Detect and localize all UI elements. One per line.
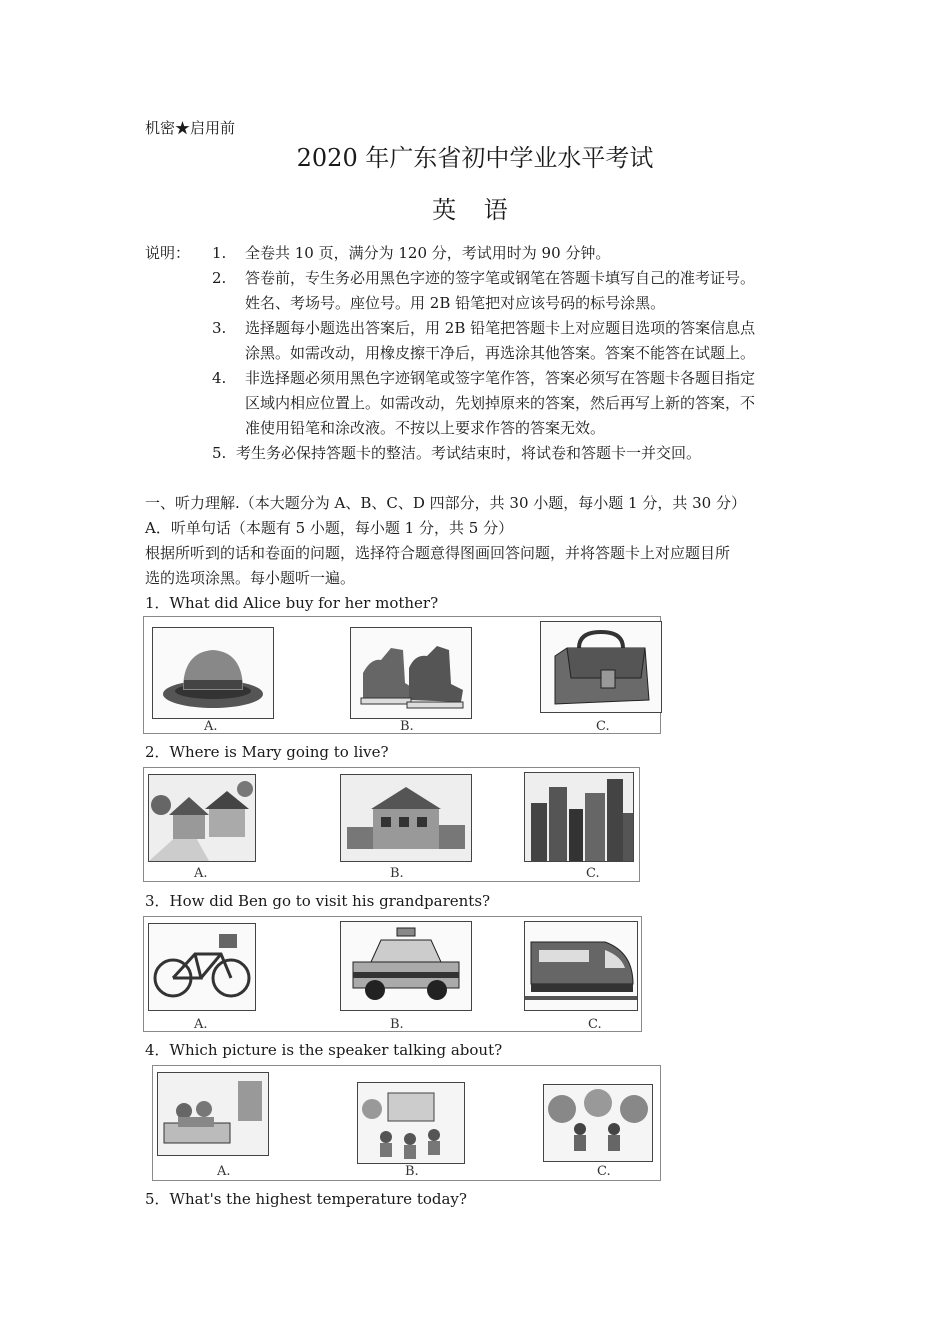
bedroom-scene-icon[interactable] [157,1072,269,1156]
bicycle-icon[interactable] [148,923,256,1011]
instruction-number: 3. [212,319,227,337]
option-letter: C. [597,1164,611,1179]
school-scene-icon[interactable] [357,1082,465,1164]
option-letter: A. [194,1017,208,1032]
section-heading: 一、听力理解.（本大题分为 A、B、C、D 四部分，共 30 小题，每小题 1 分，共 30 分） [145,494,746,512]
bag-icon[interactable] [540,621,662,713]
instruction-text: 准使用铅笔和涂改液。不按以上要求作答的答案无效。 [245,419,606,437]
instructions-label: 说明： [145,244,191,262]
instruction-text: 涂黑。如需改动，用橡皮擦干净后，再选涂其他答案。答案不能答在试题上。 [245,344,756,362]
instruction-text: 答卷前，专生务必用黑色字迹的签字笔或钢笔在答题卡填写自己的准考证号。 [245,269,756,287]
question-5-text: 5．What's the highest temperature today? [145,1190,467,1208]
directions-text: 选的选项涂黑。每小题听一遍。 [145,569,356,587]
instruction-text: 全卷共 10 页，满分为 120 分，考试用时为 90 分钟。 [245,244,611,262]
option-letter: C. [586,866,600,881]
instruction-number: 4. [212,369,227,387]
option-letter: A. [194,866,208,881]
park-scene-icon[interactable] [543,1084,653,1162]
city-icon[interactable] [524,772,634,862]
directions-text: 根据所听到的话和卷面的问题，选择符合题意得图画回答问题，并将答题卡上对应题目所 [145,544,731,562]
question-2-options [143,767,640,882]
option-letter: B. [390,866,404,881]
instruction-text: 考生务必保持答题卡的整洁。考试结束时，将试卷和答题卡一并交回。 [236,444,702,462]
option-letter: B. [405,1164,419,1179]
option-letter: B. [390,1017,404,1032]
question-1-options [143,616,661,734]
option-letter: A. [204,719,218,734]
instruction-text: 非选择题必须用黑色字迹钢笔或签字笔作答，答案必须写在答题卡各题目指定 [245,369,756,387]
confidential-label: 机密★启用前 [145,119,236,137]
option-letter: C. [596,719,610,734]
sneaker-icon[interactable] [350,627,472,719]
question-2-text: 2．Where is Mary going to live? [145,743,389,761]
part-a-heading: A．听单句话（本题有 5 小题，每小题 1 分，共 5 分） [145,519,514,537]
instruction-text: 区域内相应位置上。如需改动，先划掉原来的答案，然后再写上新的答案，不 [245,394,756,412]
village-icon[interactable] [148,774,256,862]
question-4-options [152,1065,661,1181]
question-4-text: 4．Which picture is the speaker talking about? [145,1041,503,1059]
town-house-icon[interactable] [340,774,472,862]
option-letter: C. [588,1017,602,1032]
instruction-number: 2. [212,269,227,287]
taxi-icon[interactable] [340,921,472,1011]
subject-title: 英 语 [432,196,518,224]
question-1-text: 1．What did Alice buy for her mother? [145,594,439,612]
instruction-number: 1. [212,244,227,262]
option-letter: A. [217,1164,231,1179]
instruction-text: 姓名、考场号。座位号。用 2B 铅笔把对应该号码的标号涂黑。 [245,294,666,312]
hat-icon[interactable] [152,627,274,719]
option-letter: B. [400,719,414,734]
exam-title: 2020 年广东省初中学业水平考试 [296,144,654,172]
question-3-text: 3．How did Ben go to visit his grandparents? [145,892,491,910]
instruction-text: 选择题每小题选出答案后，用 2B 铅笔把答题卡上对应题目选项的答案信息点 [245,319,756,337]
instruction-number: 5. [212,444,227,462]
question-3-options [143,916,642,1032]
train-icon[interactable] [524,921,638,1011]
